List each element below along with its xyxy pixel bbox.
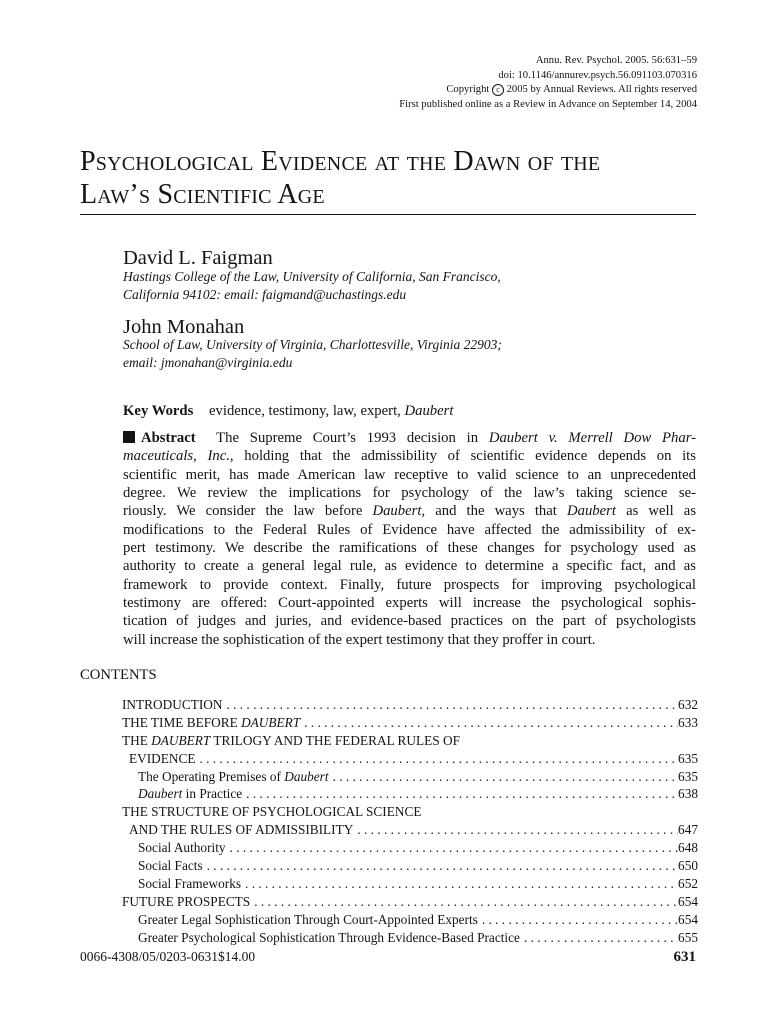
toc-entry-daubert-trilogy-continued[interactable] <box>80 750 698 768</box>
toc-entry-operating-premises[interactable] <box>80 768 698 786</box>
abstract <box>123 429 696 649</box>
keywords-label: Key Words <box>123 403 194 419</box>
toc-leader-dots <box>250 893 678 911</box>
copyright-icon: c <box>492 84 504 96</box>
toc-entry-social-frameworks[interactable] <box>80 875 698 893</box>
abstract-italic: Daubert <box>567 503 616 520</box>
toc-label-italic: Daubert <box>138 786 183 802</box>
toc-entry-daubert-trilogy[interactable] <box>80 732 698 750</box>
toc-page-number: 638 <box>678 786 698 802</box>
toc-entry-label: THE STRUCTURE OF PSYCHOLOGICAL SCIENCE <box>122 804 422 820</box>
abstract-line: modifications to the Federal Rules of Evidence have affected the admissibility of ex- <box>123 521 696 538</box>
title-divider <box>80 214 696 215</box>
title-line-1: Psychological Evidence at the Dawn of the <box>80 146 601 177</box>
toc-entry-social-facts[interactable] <box>80 857 698 875</box>
title-line-2: Law’s Scientific Age <box>80 179 325 210</box>
toc-entry-label: INTRODUCTION <box>122 697 223 712</box>
toc-leader-dots <box>241 875 678 893</box>
toc-entry-label: AND THE RULES OF ADMISSIBILITY <box>129 822 354 838</box>
toc-leader-dots <box>329 768 678 786</box>
toc-page-number: 650 <box>678 858 698 874</box>
abstract-italic: maceuticals, Inc. <box>123 448 230 465</box>
abstract-line: tication of judges and juries, and evidence-based practices on the part of psychologists <box>123 613 696 630</box>
keywords-text: evidence, testimony, law, expert, <box>209 403 401 419</box>
abstract-line: pert testimony. We describe the ramifications of these changes for psychology used as <box>123 540 696 557</box>
abstract-text: riously. We consider the law before <box>123 503 363 520</box>
author-name: David L. Faigman <box>123 247 273 269</box>
abstract-line: will increase the sophistication of the expert testimony that they proffer in court. <box>123 631 596 648</box>
keywords-italic: Daubert <box>404 403 454 419</box>
toc-label-text: The Operating Premises of <box>138 768 281 784</box>
article-title <box>80 145 700 211</box>
keywords <box>123 402 453 421</box>
toc-entry-time-before-daubert[interactable] <box>80 714 698 732</box>
toc-entry-label: EVIDENCE <box>129 750 196 766</box>
toc-entry-label: Social Facts <box>138 858 203 874</box>
abstract-line <box>123 502 696 520</box>
toc-entry-social-authority[interactable] <box>80 839 698 857</box>
toc-entry-legal-sophistication[interactable] <box>80 911 698 929</box>
abstract-line: authority to create a general legal rule, as evidence to determine a specific fact, and as <box>123 558 696 575</box>
toc-page-number: 652 <box>678 875 698 891</box>
toc-label-italic: DAUBERT <box>241 714 301 730</box>
toc-label-text: in Practice <box>185 786 243 802</box>
page-number: 631 <box>673 949 696 965</box>
affiliation-line: California 94102: email: faigmand@uchastings.edu <box>123 287 407 302</box>
abstract-line <box>123 447 696 465</box>
affiliation-line: School of Law, University of Virginia, Charlottesville, Virginia 22903; <box>123 337 502 352</box>
toc-entry-label: Greater Psychological Sophistication Through Evidence-Based Practice <box>138 929 520 945</box>
abstract-label: Abstract <box>141 430 196 446</box>
abstract-italic: Daubert <box>372 503 422 520</box>
toc-entry-psychological-sophistication[interactable] <box>80 929 698 947</box>
toc-page-number: 655 <box>678 929 698 945</box>
journal-citation: Annu. Rev. Psychol. 2005. 56:631–59 <box>535 55 697 66</box>
author-affiliation <box>123 268 683 304</box>
abstract-text: as well as <box>626 503 697 520</box>
affiliation-line: email: jmonahan@virginia.edu <box>123 355 293 370</box>
abstract-line: testimony are offered: Court-appointed experts will increase the psychological sophis- <box>123 595 696 612</box>
abstract-line: scientific merit, has made American law receptive to valid science to an unprecedented <box>123 466 696 483</box>
toc-page-number: 633 <box>678 714 698 730</box>
abstract-square-icon <box>123 431 135 443</box>
toc-page-number: 647 <box>678 822 698 838</box>
contents-heading: CONTENTS <box>80 667 157 683</box>
toc-entry-future-prospects[interactable] <box>80 893 698 911</box>
publication-note: First published online as a Review in Advance on September 14, 2004 <box>399 99 697 111</box>
toc-entry-label <box>122 732 460 750</box>
toc-label-text: THE TIME BEFORE <box>122 714 238 730</box>
toc-entry-label: Social Frameworks <box>138 875 242 891</box>
copyright-text: 2005 by Annual Reviews. All rights reserved <box>506 84 697 96</box>
toc-leader-dots <box>353 821 678 839</box>
toc-leader-dots <box>242 785 678 803</box>
toc-entry-label: Greater Legal Sophistication Through Court-Appointed Experts <box>138 911 478 927</box>
toc-page-number: 635 <box>678 750 698 766</box>
toc-leader-dots <box>520 929 678 947</box>
toc-entry-label <box>138 768 329 786</box>
abstract-line <box>123 429 696 447</box>
doi-line: doi: 10.1146/annurev.psych.56.091103.070316 <box>498 69 697 81</box>
toc-label-italic: DAUBERT <box>151 732 211 748</box>
copyright-prefix: Copyright <box>446 84 490 96</box>
abstract-italic: Daubert v. Merrell Dow Phar- <box>488 430 697 446</box>
toc-entry-label: FUTURE PROSPECTS <box>122 893 251 909</box>
toc-page-number: 635 <box>678 768 698 784</box>
toc-page-number: 654 <box>678 893 698 909</box>
toc-leader-dots <box>195 750 678 768</box>
toc-entry-daubert-in-practice[interactable] <box>80 785 698 803</box>
footer-code: 0066-4308/05/0203-0631$14.00 <box>80 949 256 964</box>
toc-leader-dots <box>478 911 678 929</box>
toc-page-number: 654 <box>678 911 698 927</box>
toc-entry-structure-continued[interactable] <box>80 821 698 839</box>
toc-label-text: THE <box>122 732 148 748</box>
abstract-line: degree. We review the implications for psychology of the law’s taking science se- <box>123 485 696 502</box>
toc-page-number: 632 <box>678 697 698 712</box>
toc-label-text: TRILOGY AND THE FEDERAL RULES OF <box>213 732 460 748</box>
copyright-line <box>97 83 697 98</box>
toc-entry-structure[interactable] <box>80 803 698 821</box>
toc-leader-dots <box>203 857 678 875</box>
affiliation-line: Hastings College of the Law, University of California, San Francisco, <box>123 269 501 284</box>
toc-leader-dots <box>226 839 679 857</box>
abstract-text: , and the ways that <box>421 503 557 520</box>
toc-page-number: 648 <box>678 840 698 856</box>
table-of-contents <box>80 696 698 946</box>
toc-entry-introduction[interactable] <box>80 696 698 714</box>
article-header-metadata <box>97 54 697 113</box>
toc-leader-dots <box>300 714 678 732</box>
author-affiliation <box>123 336 683 372</box>
abstract-line: framework to provide context. Finally, future prospects for improving psychological <box>123 576 696 593</box>
abstract-text: The Supreme Court’s 1993 decision in <box>216 430 479 446</box>
author-name: John Monahan <box>123 316 245 338</box>
toc-label-italic: Daubert <box>284 768 329 784</box>
toc-entry-label <box>138 785 242 803</box>
toc-entry-label <box>122 714 300 732</box>
toc-leader-dots <box>222 696 678 714</box>
toc-entry-label: Social Authority <box>138 840 226 856</box>
abstract-text: , holding that the admissibility of scientific evidence depends on its <box>229 448 696 465</box>
